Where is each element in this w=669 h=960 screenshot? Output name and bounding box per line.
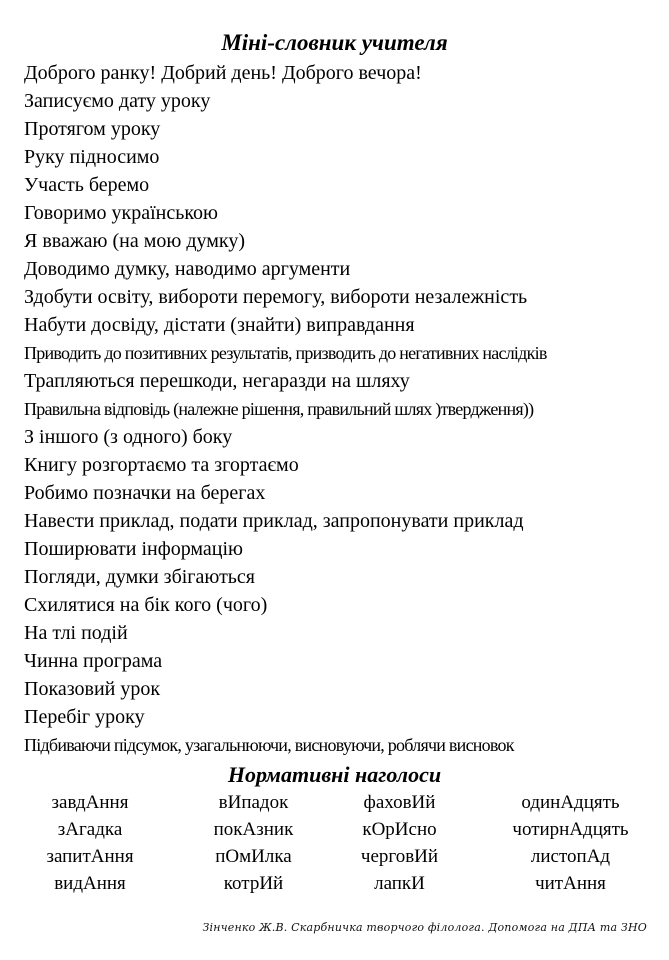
phrase-line: Руку підносимо: [24, 146, 160, 168]
stress-word: пОмИлка: [215, 846, 292, 867]
phrase-line: Приводить до позитивних результатів, призводить до негативних наслідків: [24, 343, 547, 363]
stress-word: одинАдцять: [521, 792, 620, 813]
phrase-line: На тлі подій: [24, 622, 128, 644]
phrase-line: Показовий урок: [24, 678, 161, 700]
stress-word: чотирнАдцять: [512, 819, 629, 840]
phrase-line: Записуємо дату уроку: [24, 90, 211, 112]
phrase-line: Перебіг уроку: [24, 706, 145, 728]
phrase-line: Трапляються перешкоди, негаразди на шляху: [24, 370, 410, 392]
phrase-line: Схилятися на бік кого (чого): [24, 594, 268, 616]
phrase-line: Поширювати інформацію: [24, 538, 243, 560]
stress-section-title: Нормативні наголоси: [227, 762, 442, 787]
stress-word-grid: [0, 789, 669, 897]
phrase-line: Правильна відповідь (належне рішення, правильний шлях )твердження)): [24, 399, 534, 419]
stress-word: видАння: [54, 873, 126, 894]
source-credit: Зінченко Ж.В. Скарбничка творчого філолога. Допомога на ДПА та ЗНО: [202, 921, 647, 934]
phrase-line: Погляди, думки збігаються: [24, 566, 256, 588]
phrase-line: Навести приклад, подати приклад, запропонувати приклад: [24, 510, 524, 532]
phrase-line: Чинна програма: [24, 650, 163, 672]
phrase-line: Я вважаю (на мою думку): [24, 230, 245, 252]
stress-word: черговИй: [360, 846, 439, 867]
stress-word: лапкИ: [374, 873, 425, 894]
stress-word: читАння: [535, 873, 606, 894]
phrase-line: Здобути освіту, вибороти перемогу, вибороти незалежність: [24, 286, 528, 308]
phrase-line: Робимо позначки на берегах: [24, 482, 266, 504]
stress-word: котрИй: [223, 873, 284, 894]
phrase-line: Книгу розгортаємо та згортаємо: [24, 454, 299, 476]
phrase-line: Говоримо українською: [24, 202, 218, 224]
stress-word: фаховИй: [363, 792, 436, 813]
phrase-line: З іншого (з одного) боку: [24, 426, 233, 448]
stress-word: запитАння: [46, 846, 134, 867]
phrase-line: Доброго ранку! Добрий день! Доброго вечора!: [24, 62, 422, 84]
stress-word: вИпадок: [218, 792, 289, 813]
stress-word: завдАння: [51, 792, 129, 813]
phrase-line: Підбиваючи підсумок, узагальнюючи, висновуючи, роблячи висновок: [24, 735, 514, 755]
phrase-line: Участь беремо: [24, 174, 150, 196]
phrase-list: [24, 59, 547, 759]
phrase-line: Набути досвіду, дістати (знайти) виправдання: [24, 314, 415, 336]
stress-word: листопАд: [530, 846, 611, 867]
phrase-line: Протягом уроку: [24, 118, 161, 140]
stress-word: покАзник: [213, 819, 294, 840]
phrase-line: Доводимо думку, наводимо аргументи: [24, 258, 351, 280]
document-title: Міні-словник учителя: [221, 30, 448, 55]
stress-word: кОрИсно: [362, 819, 437, 840]
stress-word: зАгадка: [57, 819, 123, 840]
